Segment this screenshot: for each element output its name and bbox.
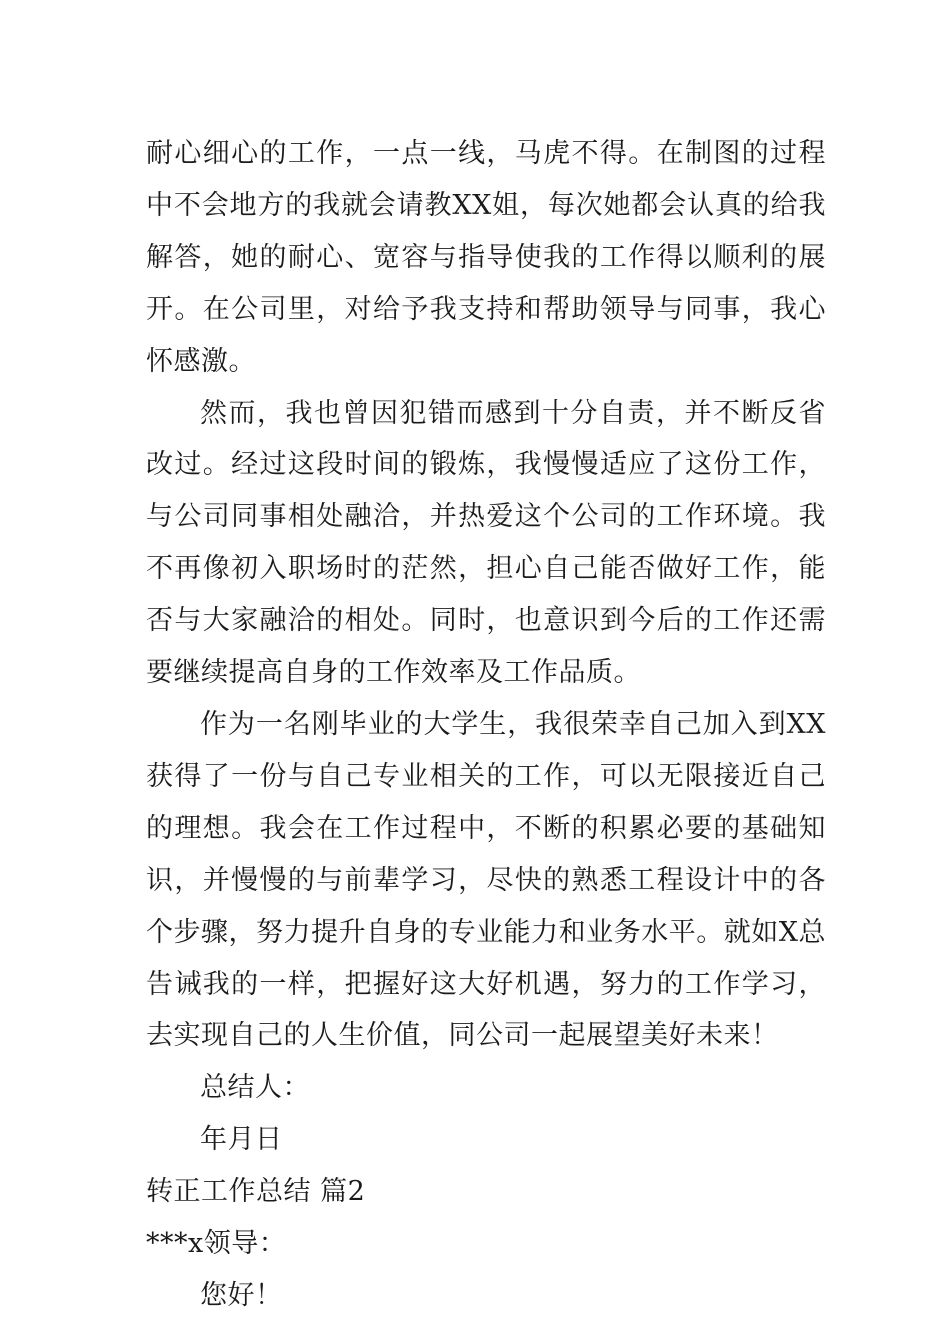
paragraph-reflection: 然而，我也曾因犯错而感到十分自责，并不断反省改过。经过这段时间的锻炼，我慢慢适应了这份工作，与公司同事相处融洽，并热爱这个公司的工作环境。我不再像初入职场时的茫然，担心自己能否做好工作，能否与大家融洽的相处。同时，也意识到今后的工作还需要继续提高自身的工作效率及工作品质。: [146, 397, 826, 689]
section-title: 转正工作总结 篇2: [146, 1176, 366, 1208]
date-label: 年月日: [200, 1124, 283, 1156]
paragraph-continuation: 耐心细心的工作，一点一线，马虎不得。在制图的过程中不会地方的我就会请教XX姐，每次她都会认真的给我解答，她的耐心、宽容与指导使我的工作得以顺利的展开。在公司里，对给予我支持和帮助领导与同事，我心怀感激。: [146, 138, 826, 377]
salutation: ***x领导：: [146, 1228, 287, 1260]
greeting: 您好！: [200, 1279, 283, 1311]
document-body: [146, 128, 826, 1322]
signature-label: 总结人：: [200, 1072, 310, 1104]
paragraph-outlook: 作为一名刚毕业的大学生，我很荣幸自己加入到XX获得了一份与自己专业相关的工作，可以无限接近自己的理想。我会在工作过程中，不断的积累必要的基础知识，并慢慢的与前辈学习，尽快的熟悉工程设计中的各个步骤，努力提升自身的专业能力和业务水平。就如X总告诫我的一样，把握好这大好机遇，努力的工作学习，去实现自己的人生价值，同公司一起展望美好未来！: [146, 708, 826, 1052]
